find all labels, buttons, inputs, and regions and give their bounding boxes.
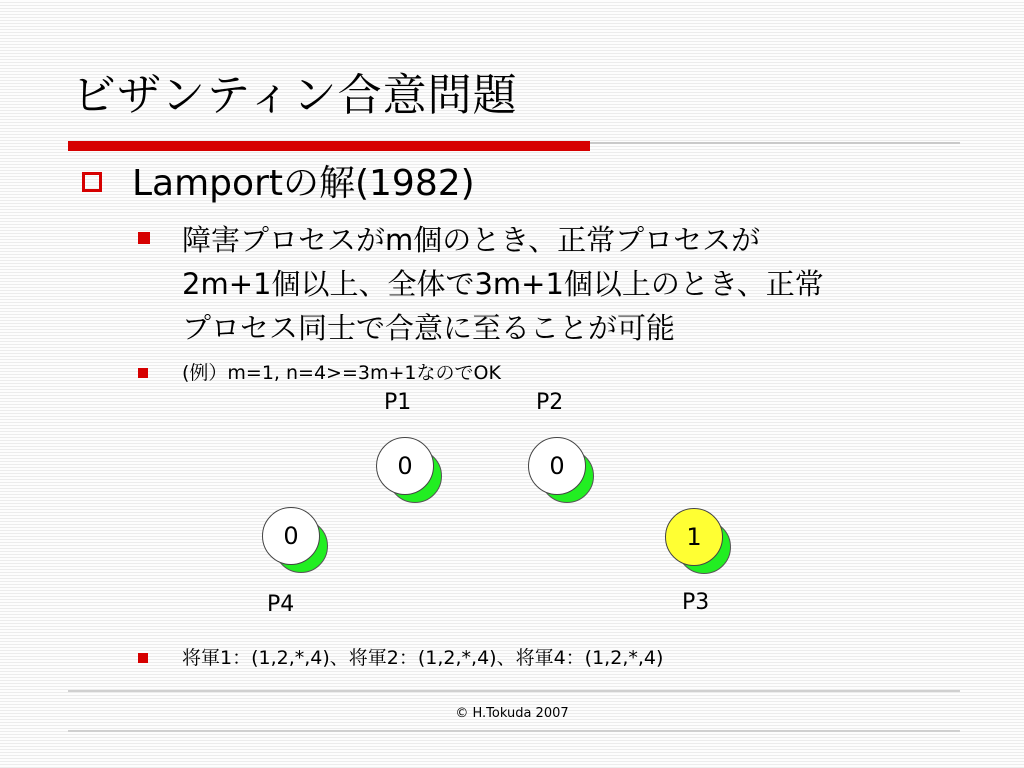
condition-line-1: 障害プロセスがm個のとき、正常プロセスが: [182, 223, 761, 257]
title-underline-grey: [590, 142, 960, 144]
title-underline-red: [68, 141, 590, 151]
process-node-p1: [376, 437, 436, 497]
example-text: (例）m=1, n=4>=3m+1なのでOK: [182, 362, 501, 384]
node-value-p2: 0: [528, 437, 586, 495]
node-value-p3: 1: [665, 508, 723, 566]
condition-line-2: 2m+1個以上、全体で3m+1個以上のとき、正常: [182, 267, 824, 301]
process-label-p1: P1: [384, 390, 412, 415]
process-node-p4: [262, 507, 322, 567]
condition-paragraph: [182, 218, 824, 350]
lamport-heading: Lamportの解(1982): [132, 163, 475, 204]
process-label-p2: P2: [536, 390, 564, 415]
filled-square-bullet-icon: [138, 368, 148, 378]
filled-square-bullet-icon: [138, 232, 150, 244]
generals-vectors-text: 将軍1：(1,2,*,4)、将軍2：(1,2,*,4)、将軍4：(1,2,*,4): [182, 647, 664, 669]
process-label-p4: P4: [267, 592, 295, 617]
process-node-p2: [528, 437, 588, 497]
copyright-footer: © H.Tokuda 2007: [455, 706, 569, 721]
hollow-square-bullet-icon: [82, 172, 102, 192]
process-node-p3: [665, 508, 725, 568]
slide-title: ビザンティン合意問題: [72, 70, 518, 121]
node-value-p4: 0: [262, 507, 320, 565]
node-value-p1: 0: [376, 437, 434, 495]
footer-divider: [68, 730, 960, 732]
footer-divider: [68, 690, 960, 692]
condition-line-3: プロセス同士で合意に至ることが可能: [182, 311, 676, 345]
filled-square-bullet-icon: [138, 653, 148, 663]
process-label-p3: P3: [682, 590, 710, 615]
